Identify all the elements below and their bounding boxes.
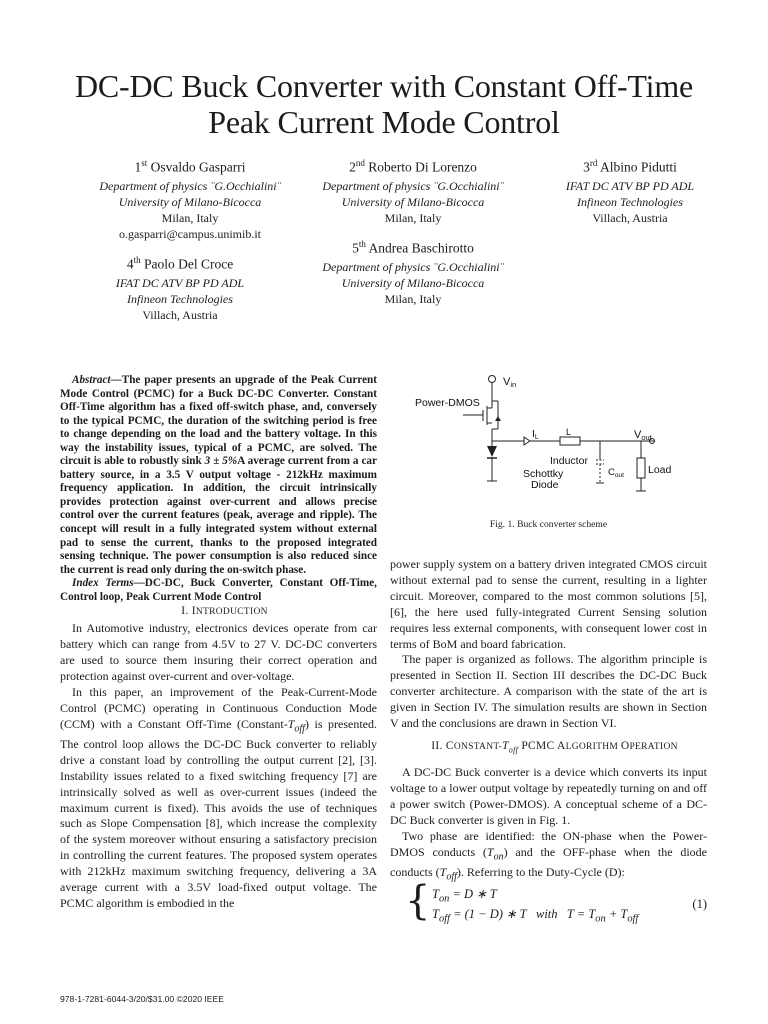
section-heading-algorithm: II. CONSTANT-$T_{off}$ PCMC ALGORITHM OPERATION <box>431 739 678 755</box>
author-city: Villach, Austria <box>142 307 218 322</box>
author-4 <box>80 251 280 323</box>
equation-1 <box>400 878 707 930</box>
diode-label: Diode <box>531 479 559 491</box>
right-paragraph-2: The paper is organized as follows. The algorithm principle is presented in Section II. Section III describes the DC-DC Buck converter architecture. A comparison with the state of the art is given in Section IV. The simulation results are shown in Section V and the conclusions are drawn in Section VI. <box>390 652 707 731</box>
right-column <box>390 557 707 885</box>
author-city: Milan, Italy <box>384 210 442 225</box>
inductor-symbol <box>560 437 580 445</box>
author-name: 2nd Roberto Di Lorenzo <box>349 158 477 175</box>
title-line-2: Peak Current Mode Control <box>208 104 560 140</box>
equation-brace: { <box>405 878 431 924</box>
author-3 <box>530 154 730 226</box>
vin-terminal <box>489 376 496 383</box>
author-city: Milan, Italy <box>161 210 219 225</box>
l-label: L <box>566 427 572 437</box>
paper-title <box>40 68 728 140</box>
equation-line-2: $T_{off} = (1 - D)$ ∗ T with $T = T_{on} + T_{off}$ <box>432 907 639 925</box>
copyright-footer: 978-1-7281-6044-3/20/$31.00 ©2020 IEEE <box>60 994 225 1004</box>
il-label: IL <box>532 428 539 441</box>
section-heading-introduction: I. INTRODUCTION <box>181 605 268 618</box>
author-affil: University of Milano-Bicocca <box>341 194 485 209</box>
right-paragraph-3: A DC-DC Buck converter is a device which converts its input voltage to a lower output voltage by repeatedly turning on and off a power switch (Power-DMOS). A conceptual scheme of a DC-DC Buck converter is given in Fig. 1. <box>390 765 707 827</box>
load-label: Load <box>648 464 672 476</box>
author-name: 5th Andrea Baschirotto <box>352 239 474 256</box>
equation-number: (1) <box>692 897 707 911</box>
author-city: Milan, Italy <box>384 291 442 306</box>
author-email: o.gasparri@campus.unimib.it <box>118 226 262 241</box>
right-paragraph-1: power supply system on a battery driven integrated CMOS circuit without external pad to sense the current, resulting in a lighter circuit. Moreover, compared to the most common solutions [5], [6], the here used fully-integrated Current Sensing solution requires less external components, with consequent lower cost in terms of BoM and board fabrication. <box>390 557 707 651</box>
schottky-diode-symbol <box>487 446 497 457</box>
dmos-body-diode <box>495 416 501 421</box>
title-line-1: DC-DC Buck Converter with Constant Off-Time <box>74 68 694 104</box>
current-arrow <box>524 437 530 445</box>
right-paragraph-4: Two phase are identified: the ON-phase when the Power-DMOS conducts $(T_{on})$ and the OFF-phase when the diode conducts $(T_{off})$. Referring to the Duty-Cycle (D): <box>390 828 707 883</box>
author-affil: Infineon Technologies <box>127 291 233 306</box>
schottky-label: Schottky <box>523 468 564 480</box>
author-dept: Department of physics ¨G.Occhialini¨ <box>322 259 504 274</box>
author-affil: University of Milano-Bicocca <box>118 194 262 209</box>
author-2 <box>298 154 528 226</box>
author-dept: IFAT DC ATV BP PD ADL <box>115 275 245 290</box>
author-affil: Infineon Technologies <box>577 194 683 209</box>
cout-label: $C_{out}$ <box>608 467 624 479</box>
author-name: 1st Osvaldo Gasparri <box>134 158 246 175</box>
author-name: 3rd Albino Pidutti <box>583 158 677 175</box>
author-dept: Department of physics ¨G.Occhialini¨ <box>99 178 281 193</box>
author-dept: Department of physics ¨G.Occhialini¨ <box>322 178 504 193</box>
author-name: 4th Paolo Del Croce <box>126 255 234 272</box>
author-affil: University of Milano-Bicocca <box>341 275 485 290</box>
intro-paragraph-1: In Automotive industry, electronics devices operate from car battery which can range from 4.5V to 27 V. DC-DC converters are used to source them insuring their correct operation and protection against over-current and over-voltage. <box>60 621 377 683</box>
equation-line-1: $T_{on} = D$ ∗ T <box>432 887 497 905</box>
left-column <box>60 374 377 912</box>
abstract: Abstract—The paper presents an upgrade of the Peak Current Mode Control (PCMC) for a Buck DC-DC Converter. Constant Off-Time algorithm has a fixed off-switch phase, and, conversely to the typical PCMC, the duration of the switching period is free to change depending on the load and the battery voltage. In this way the instability issues, typical of a PCMC, are solved. The circuit is able to robustly sink 3 ± 5%A average current from a car battery source, in a 3.5 V output voltage - 212kHz maximum frequency application. In addition, the circuit intrinsically provides protection against over-current and allows precise control over the current features (peak, average and ripple). The concept will result in a fully integrated system without external pad to sense the current, thanks to the proposed integrated sensing technique. The power consumption is also reduced since the current is read only during the on-switch phase. <box>60 374 377 576</box>
load-resistor <box>637 458 645 478</box>
vin-label: Vin <box>503 376 517 389</box>
inductor-label: Inductor <box>550 455 588 467</box>
power-dmos-label: Power-DMOS <box>415 397 480 409</box>
author-5 <box>298 235 528 307</box>
author-1 <box>90 154 290 242</box>
author-city: Villach, Austria <box>592 210 668 225</box>
index-terms: Index Terms—DC-DC, Buck Converter, Constant Off-Time, Control loop, Peak Current Mode Control <box>60 577 377 603</box>
figure-caption: Fig. 1. Buck converter scheme <box>489 519 608 530</box>
buck-converter-scheme <box>415 373 685 511</box>
intro-paragraph-2: In this paper, an improvement of the Peak-Current-Mode Control (PCMC) operating in Continuous Conduction Mode (CCM) with a Constant Off-Time $(Constant-T_{off})$ is presented. The control loop allows the DC-DC Buck converter to reliably drive a constant load by controlling the output current [2], [3]. Instability issues related to a fixed switching frequency [7] are intrinsically solved as well as over-current issues (indeed the maximum current is fixed). This avoids the use of techniques such as Slope Compensation [8], which increase the complexity of the system moreover without ensuring a satisfactory precision in controlling the current features. The proposed system operates with 212kHz maximum switching frequency, delivering a 3A average current with a 3.5V load-fixed output voltage. The PCMC algorithm is embodied in the <box>60 684 378 910</box>
vout-label: Vout <box>634 429 652 442</box>
author-dept: IFAT DC ATV BP PD ADL <box>565 178 695 193</box>
